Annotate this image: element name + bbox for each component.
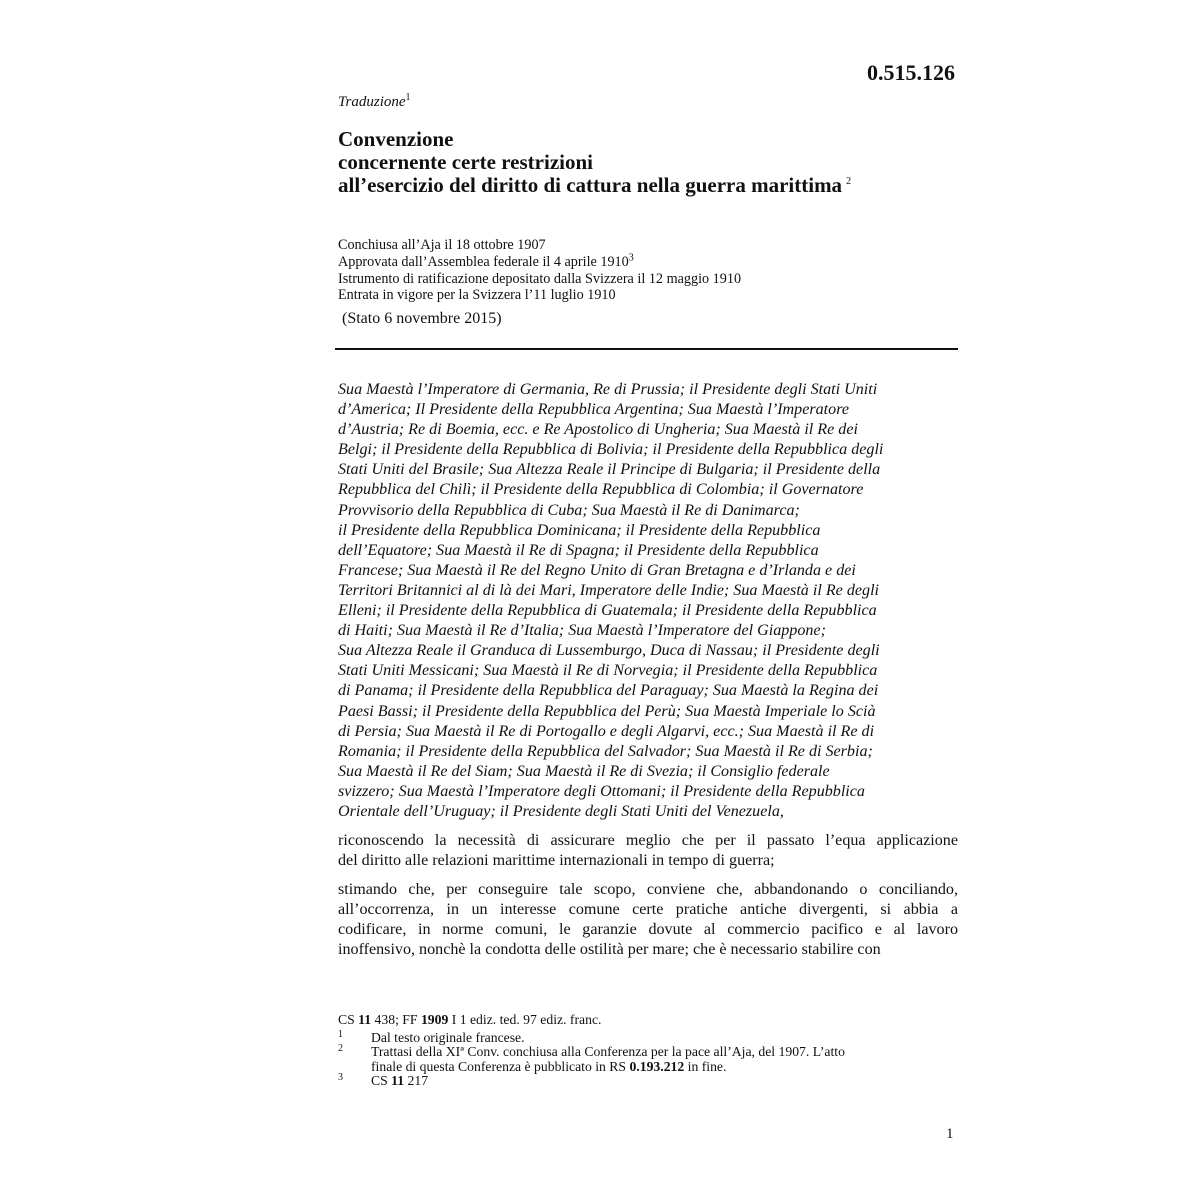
preamble-line: di Panama; il Presidente della Repubblica del Paraguay; Sua Maestà la Regina dei xyxy=(338,682,879,700)
fn-ref-prefix: CS xyxy=(338,1012,359,1027)
footnote-3 xyxy=(338,1074,958,1089)
footnote-ref-2[interactable]: 2 xyxy=(846,176,852,187)
preamble-line: Sua Altezza Reale il Granduca di Lussemburgo, Duca di Nassau; il Presidente degli xyxy=(338,642,880,660)
preamble-line: d’America; Il Presidente della Repubblica Argentina; Sua Maestà l’Imperatore xyxy=(338,401,849,419)
fn2-rs-link[interactable]: 0.193.212 xyxy=(629,1058,685,1074)
title-line-3 xyxy=(338,174,851,197)
footnote-text-line-2 xyxy=(371,1060,958,1075)
paragraph2-line: all’occorrenza, in un interesse comune certe pratiche antiche divergenti, si abbia a xyxy=(338,901,958,919)
meta-ratification: Istrumento di ratificazione depositato dalla Svizzera il 12 maggio 1910 xyxy=(338,270,742,287)
fn2-post: in fine. xyxy=(684,1058,727,1074)
preamble-line: Stati Uniti del Brasile; Sua Altezza Reale il Principe di Bulgaria; il Presidente della xyxy=(338,461,881,479)
meta-approved xyxy=(338,254,741,271)
footnote-number: 2 xyxy=(338,1043,343,1055)
footnote-number: 1 xyxy=(338,1028,343,1040)
preamble-line: Orientale dell’Uruguay; il Presidente degli Stati Uniti del Venezuela, xyxy=(338,802,784,820)
paragraph1-line: del diritto alle relazioni marittime internazionali in tempo di guerra; xyxy=(338,852,775,870)
fn-ref-ff-year: 1909 xyxy=(420,1012,449,1027)
title-line-1: Convenzione xyxy=(338,127,454,151)
preamble-line: Provvisorio della Repubblica di Cuba; Sua Maestà il Re di Danimarca; xyxy=(338,501,800,519)
preamble-line: di Persia; Sua Maestà il Re di Portogallo e degli Algarvi, ecc.; Sua Maestà il Re di xyxy=(338,722,875,740)
preamble-line: Repubblica del Chilì; il Presidente della Repubblica di Colombia; il Governatore xyxy=(338,481,864,499)
status-date: (Stato 6 novembre 2015) xyxy=(342,310,502,327)
fn3-post: 217 xyxy=(404,1073,429,1089)
preamble-line: dell’Equatore; Sua Maestà il Re di Spagna; il Presidente della Repubblica xyxy=(338,541,819,559)
preamble-line: di Haiti; Sua Maestà il Re d’Italia; Sua Maestà l’Imperatore del Giappone; xyxy=(338,622,826,640)
meta-concluded: Conchiusa all’Aja il 18 ottobre 1907 xyxy=(338,237,546,253)
footnote-text-line-1: Trattasi della XIª Conv. conchiusa alla Conferenza per la pace all’Aja, del 1907. L’atto xyxy=(371,1044,845,1060)
preamble-line: Francese; Sua Maestà il Re del Regno Unito di Gran Bretagna e d’Irlanda e dei xyxy=(338,561,856,579)
preamble-line: Belgi; il Presidente della Repubblica di Bolivia; il Presidente della Repubblica degli xyxy=(338,441,884,459)
footnote-ref-1[interactable]: 1 xyxy=(405,92,411,103)
paragraph2-line: inoffensivo, nonchè la condotta delle ostilità per mare; che è necessario stabilire con xyxy=(338,941,881,959)
fn-ref-mid: 438; FF xyxy=(371,1012,421,1027)
footnote-ref-3[interactable]: 3 xyxy=(628,252,634,264)
fn-ref-cs-volume: 11 xyxy=(358,1012,372,1027)
preamble-line: d’Austria; Re di Boemia, ecc. e Re Apostolico di Ungheria; Sua Maestà il Re dei xyxy=(338,421,858,439)
title-line-3-text: all’esercizio del diritto di cattura nella guerra marittima xyxy=(338,173,843,197)
document-title xyxy=(338,128,851,197)
footnote-1 xyxy=(338,1028,958,1046)
preamble-line: Paesi Bassi; il Presidente della Repubblica del Perù; Sua Maestà Imperiale lo Scià xyxy=(338,702,876,720)
footnote-source-reference xyxy=(338,1013,958,1028)
footnote-number: 3 xyxy=(338,1072,343,1084)
fn2-pre: finale di questa Conferenza è pubblicato in RS xyxy=(371,1058,630,1074)
paragraph2-line: codificare, in norme comuni, le garanzie dovute al commercio pacifico e al lavoro xyxy=(338,921,958,939)
title-line-2: concernente certe restrizioni xyxy=(338,150,593,174)
fn3-bold: 11 xyxy=(391,1073,405,1089)
preamble-line: il Presidente della Repubblica Dominicana; il Presidente della Repubblica xyxy=(338,521,821,539)
footnote-text: Dal testo originale francese. xyxy=(371,1029,525,1045)
paragraph1-line: riconoscendo la necessità di assicurare meglio che per il passato l’equa applicazione xyxy=(338,832,958,849)
document-number: 0.515.126 xyxy=(867,60,955,85)
preamble-line: Territori Britannici al di là dei Mari, Imperatore delle Indie; Sua Maestà il Re degli xyxy=(338,581,880,599)
preamble-line: Stati Uniti Messicani; Sua Maestà il Re di Norvegia; il Presidente della Repubblica xyxy=(338,662,878,680)
horizontal-rule xyxy=(335,348,958,350)
paragraph-recognizing xyxy=(338,831,958,871)
page-number: 1 xyxy=(946,1126,954,1142)
document-metadata xyxy=(338,237,741,304)
paragraph-considering xyxy=(338,880,958,960)
preamble-line: Elleni; il Presidente della Repubblica di Guatemala; il Presidente della Repubblica xyxy=(338,602,877,620)
paragraph2-line: stimando che, per conseguire tale scopo, conviene che, abbandonando o conciliando, xyxy=(338,881,958,898)
preamble-signatories xyxy=(338,380,958,822)
meta-approved-text: Approvata dall’Assemblea federale il 4 aprile 1910 xyxy=(338,253,629,270)
preamble-line: Sua Maestà il Re del Siam; Sua Maestà il Re di Svezia; il Consiglio federale xyxy=(338,762,830,780)
translation-label-text: Traduzione xyxy=(338,94,406,110)
fn3-pre: CS xyxy=(371,1073,392,1089)
preamble-line: Romania; il Presidente della Repubblica del Salvador; Sua Maestà il Re di Serbia; xyxy=(338,742,873,760)
footnote-2 xyxy=(338,1045,958,1074)
footnotes xyxy=(338,1013,958,1089)
preamble-line: Sua Maestà l’Imperatore di Germania, Re di Prussia; il Presidente degli Stati Uniti xyxy=(338,381,878,398)
preamble-line: svizzero; Sua Maestà l’Imperatore degli Ottomani; il Presidente della Repubblica xyxy=(338,782,865,800)
meta-entry-into-force: Entrata in vigore per la Svizzera l’11 luglio 1910 xyxy=(338,287,616,304)
fn-ref-suffix: I 1 ediz. ted. 97 ediz. franc. xyxy=(448,1012,602,1027)
translation-label xyxy=(338,94,411,111)
